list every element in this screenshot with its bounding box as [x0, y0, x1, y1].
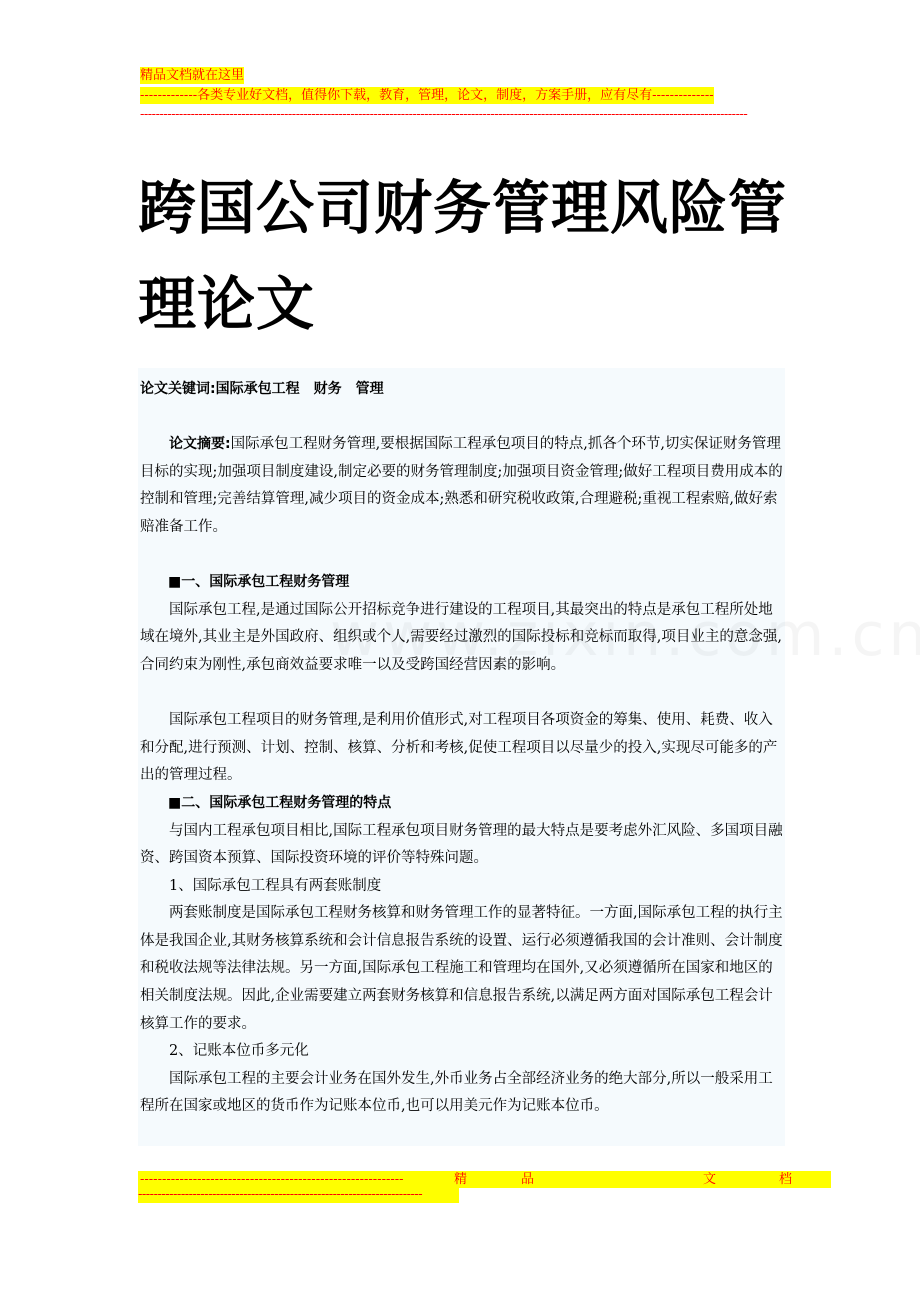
keywords-label: 论文关键词:: [140, 381, 216, 397]
abstract-text: 国际承包工程财务管理,要根据国际工程承包项目的特点,抓各个环节,切实保证财务管理目标的实现;加强项目制度建设,制定必要的财务管理制度;加强项目资金管理;做好工程项目费用成本的控制和管理;完善结算管理,减少项目的资金成本;熟悉和研究税收政策,合理避税;重视工程索赔,做好索赔准备工作。: [140, 436, 783, 535]
header-separator: ------------------------------------------------------------------------------------------------------------------------------------------------------------: [140, 107, 748, 122]
footer-banner: [138, 1171, 831, 1188]
document-body: [140, 376, 785, 1121]
section2-sub2-title: 2、记账本位币多元化: [169, 1043, 309, 1060]
footer-char-2: 品: [521, 1172, 535, 1187]
section1-heading: ■一、国际承包工程财务管理: [168, 574, 350, 591]
abstract-paragraph: [140, 431, 785, 541]
section2-heading: ■二、国际承包工程财务管理的特点: [168, 794, 392, 811]
keywords-value: 国际承包工程 财务 管理: [215, 381, 384, 397]
footer-char-1: 精: [454, 1172, 468, 1187]
footer-char-4: 档: [779, 1172, 793, 1187]
section1-para2: 国际承包工程项目的财务管理,是利用价值形式,对工程项目各项资金的筹集、使用、耗费、收入和分配,进行预测、计划、控制、核算、分析和考核,促使工程项目以尽量少的投入,实现尽可能多的产出的管理过程。: [140, 712, 778, 784]
section2-sub1-text: 两套账制度是国际承包工程财务核算和财务管理工作的显著特征。一方面,国际承包工程的执行主体是我国企业,其财务核算系统和会计信息报告系统的设置、运行必须遵循我国的会计准则、会计制度和税收法规等法律法规。另一方面,国际承包工程施工和管理均在国外,又必须遵循所在国家和地区的相关制度法规。因此,企业需要建立两套财务核算和信息报告系统,以满足两方面对国际承包工程会计核算工作的要求。: [140, 905, 783, 1032]
section2-sub1-title: 1、国际承包工程具有两套账制度: [169, 877, 382, 894]
footer-dashes: ------------------------------------------------------------: [140, 1172, 404, 1187]
keywords-line: [140, 376, 785, 404]
section2-intro: 与国内工程承包项目相比,国际工程承包项目财务管理的最大特点是要考虑外汇风险、多国项目融资、跨国资本预算、国际投资环境的评价等特殊问题。: [140, 822, 783, 867]
document-title: 跨国公司财务管理风险管理论文: [138, 174, 788, 338]
header-top-line: 精品文档就在这里: [140, 68, 245, 83]
abstract-label: 论文摘要:: [169, 436, 231, 453]
footer-char-3: 文: [703, 1172, 717, 1187]
header-slogan: -------------各类专业好文档，值得你下载，教育，管理，论文，制度，方案手册，应有尽有--------------: [140, 88, 714, 103]
section1-para1: 国际承包工程,是通过国际公开招标竞争进行建设的工程项目,其最突出的特点是承包工程所处地域在境外,其业主是外国政府、组织或个人,需要经过激烈的国际投标和竞标而取得,项目业主的意念强,合同约束为刚性,承包商效益要求唯一以及受跨国经营因素的影响。: [140, 601, 782, 673]
footer-dashes-line2: -------------------------------------------------------------------------: [138, 1188, 459, 1203]
section2-sub2-text: 国际承包工程的主要会计业务在国外发生,外币业务占全部经济业务的绝大部分,所以一般采用工程所在国家或地区的货币作为记账本位币,也可以用美元作为记账本位币。: [140, 1070, 773, 1115]
